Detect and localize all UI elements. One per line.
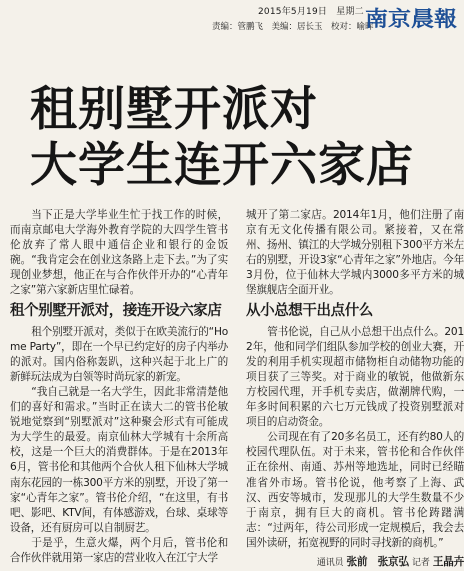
body-paragraph: 于是乎，生意火爆，两个月后，管书伦和合作伙伴就用第一家店的营业收入在江宁大学 [10,536,228,564]
headline [30,82,450,194]
section-heading-1: 租个别墅开派对，接连开设六家店 [10,302,222,319]
issue-date: 2015年5月19日 星期二 [258,7,364,17]
masthead [0,0,463,42]
article-column-left [10,208,228,566]
body-paragraph: 管书伦说，自己从小总想干出点什么。2012年，他和同学们组队参加学校的创业大赛，开发的利用手机实现超市储物柜自动储物功能的项目获了三等奖。对于商业的敏锐，他做新东方校园代理，开手机专卖店，做潮牌代购，一年多时间积累的六七万元钱成了投资别墅派对项目的启动资金。 [246,325,464,429]
headline-line-1: 租别墅开派对 [30,82,318,137]
lead-paragraph: 当下正是大学毕业生忙于找工作的时候，而南京邮电大学海外教育学院的大四学生管书伦放弃了常人眼中通信企业和银行的金饭碗。“我肯定会在创业这条路上走下去。”为了实现创业梦想，他正在与合作伙伴开办的“心青年之家”第六家新店里忙碌着。 [10,209,228,297]
byline [246,555,464,571]
section-heading-2: 从小总想干出点什么 [246,302,373,319]
logo-text: 南京晨報 [365,6,457,31]
byline-role-reporter: 记者 [412,557,430,568]
body-paragraph: 公司现在有了20多名员工，还有约80人的校园代理队伍。对于未来，管书伦和合作伙伴正在徐州、南通、苏州等地选址，同时已经瞄准省外市场。管书伦说，他考察了上海、武汉、西安等城市，发现那儿的大学生数量不少于南京，拥有巨大的商机。管书伦踌躇满志：“过两年，待公司形成一定规模后，我会去国外读研，拓宽视野的同时寻找新的商机。” [246,431,464,549]
editor-credits: 责编：管鹏飞 美编：居长玉 校对：喻晖 [212,22,374,32]
newspaper-logo [365,4,459,32]
byline-role-correspondent: 通讯员 [316,557,344,568]
headline-line-2: 大学生连开六家店 [30,138,414,193]
byline-names-correspondent: 张前 张京弘 [346,555,409,568]
body-paragraph: “我自己就是一名大学生，因此非常清楚他们的喜好和需求。”当时正在读大二的管书伦敏锐地觉察到“别墅派对”这种聚会形式有可能成为大学生的最爱。南京仙林大学城有十余所高校，这是一个巨大的消费群体。于是在2013年6月，管书伦和其他两个合伙人租下仙林大学城南东花园的一栋300平方米的别墅，开设了第一家“心青年之家”。管书伦介绍，“在这里，有书吧、影吧、KTV间，有体感游戏，台球、桌球等设备，还有厨房可以自制厨艺。 [10,385,228,534]
byline-names-reporter: 王晶卉 [432,555,464,568]
continued-paragraph: 城开了第二家店。2014年1月，他们注册了南京有无文化传播有限公司。紧接着，又在常州、扬州、镇江的大学城分别租下300平方米左右的别墅，开设3家“心青年之家”外地店。今年3月份，位于仙林大学城内3000多平方米的城堡旗舰店全面开业。 [246,209,464,297]
body-paragraph: 租个别墅开派对，类似于在欧美流行的“Home Party”，即在一个早已约定好的房子内举办的派对。国内俗称轰趴，这种兴起于北上广的新鲜玩法成为白领等时尚玩家的新宠。 [10,325,228,383]
article-column-right [246,208,464,571]
